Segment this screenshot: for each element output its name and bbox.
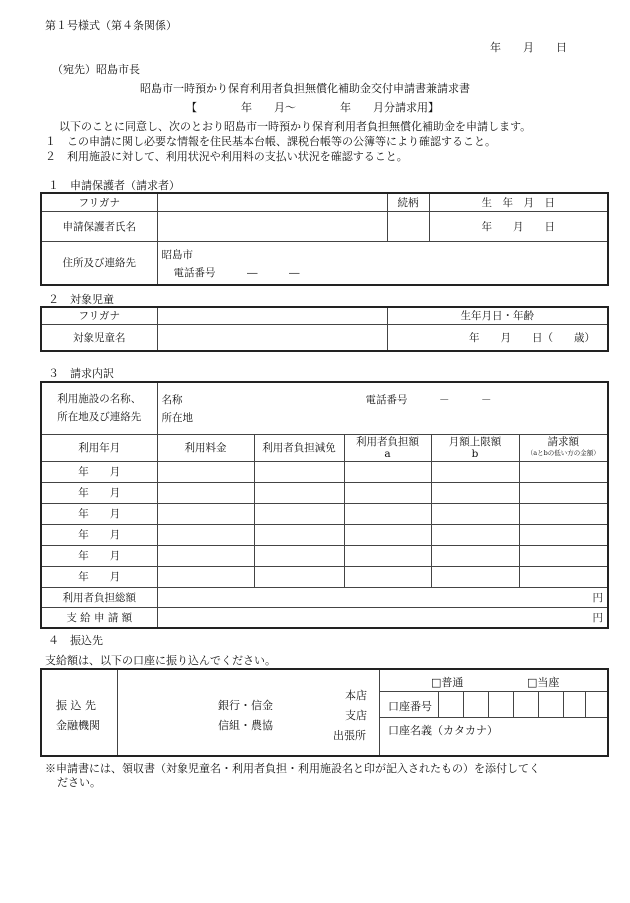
intro-text: 以下のことに同意し、次のとおり昭島市一時預かり保育利用者負担無償化補助金を申請します。	[59, 120, 532, 133]
furigana-label: フリガナ	[41, 193, 157, 211]
col-claim-note: （aとbの低い方の金額）	[526, 448, 600, 457]
col-claim-label: 請求額	[547, 435, 579, 448]
facility-location-label: 所在地	[161, 412, 193, 424]
branch-office[interactable]: 出張所	[333, 729, 366, 742]
digit-divider	[563, 691, 564, 718]
reduction-cell[interactable]	[254, 524, 344, 545]
claim-cell[interactable]	[519, 524, 608, 545]
burden-cell[interactable]	[344, 503, 431, 524]
branch-sub[interactable]: 支店	[345, 709, 367, 722]
consent-item-1: １ この申請に関し必要な情報を住民基本台帳、課税台帳等の公簿等により確認すること。	[45, 135, 496, 148]
facility-name-label: 名称	[161, 394, 183, 406]
col-limit	[431, 434, 519, 461]
bank-type-2[interactable]: 信組・農協	[218, 719, 273, 732]
city-text: 昭島市	[161, 248, 193, 261]
futsu-checkbox[interactable]: □普通	[431, 676, 464, 689]
bank-box	[40, 668, 609, 757]
limit-cell[interactable]	[431, 482, 519, 503]
bank-divider-1	[117, 670, 118, 755]
relation-label: 続柄	[387, 193, 429, 211]
birth-age-field[interactable]: 年 月 日（ 歳）	[387, 324, 608, 351]
account-line-2	[380, 717, 607, 718]
child-table	[40, 306, 609, 352]
total-field[interactable]: 円	[157, 587, 608, 607]
facility-label-line-2: 所在地及び連絡先	[57, 411, 142, 424]
month-cell[interactable]: 年 月	[41, 461, 157, 482]
reduction-cell[interactable]	[254, 461, 344, 482]
bank-divider-2	[379, 670, 380, 755]
footnote-line-1: ※申請書には、領収書（対象児童名・利用者負担・利用施設名と印が記入されたもの）を添付してく	[45, 762, 540, 775]
col-burden-label: 利用者負担額	[356, 435, 419, 448]
facility-phone: 電話番号 － －	[365, 394, 492, 406]
claim-cell[interactable]	[519, 461, 608, 482]
digit-divider	[585, 691, 586, 718]
month-cell[interactable]: 年 月	[41, 545, 157, 566]
child-name-field[interactable]	[157, 324, 387, 351]
applicant-table	[40, 192, 609, 286]
reduction-cell[interactable]	[254, 545, 344, 566]
applicant-birth-field[interactable]: 年 月 日	[429, 211, 608, 241]
claim-cell[interactable]	[519, 482, 608, 503]
period-line: 【 年 月〜 年 月分請求用】	[186, 101, 439, 114]
limit-cell[interactable]	[431, 524, 519, 545]
fee-cell[interactable]	[157, 524, 254, 545]
claim-cell[interactable]	[519, 545, 608, 566]
facility-label	[41, 382, 157, 434]
fee-cell[interactable]	[157, 461, 254, 482]
fee-cell[interactable]	[157, 566, 254, 587]
digit-divider	[488, 691, 489, 718]
addressee: （宛先）昭島市長	[52, 63, 140, 76]
month-cell[interactable]: 年 月	[41, 482, 157, 503]
toza-checkbox[interactable]: □当座	[527, 676, 560, 689]
address-label: 住所及び連絡先	[41, 241, 157, 285]
applicant-name-label: 申請保護者氏名	[41, 211, 157, 241]
facility-field[interactable]	[157, 382, 608, 434]
limit-cell[interactable]	[431, 503, 519, 524]
month-cell[interactable]: 年 月	[41, 503, 157, 524]
birth-header: 生 年 月 日	[429, 193, 608, 211]
digit-divider	[513, 691, 514, 718]
burden-cell[interactable]	[344, 566, 431, 587]
burden-cell[interactable]	[344, 545, 431, 566]
section-heading-applicant: １ 申請保護者（請求者）	[48, 179, 180, 192]
account-number-label: 口座番号	[388, 700, 432, 713]
fee-cell[interactable]	[157, 482, 254, 503]
branch-main[interactable]: 本店	[345, 689, 367, 702]
claim-amount-field[interactable]: 円	[157, 607, 608, 628]
col-reduction: 利用者負担減免	[254, 434, 344, 461]
col-limit-sub: b	[471, 447, 479, 460]
limit-cell[interactable]	[431, 461, 519, 482]
account-line-1	[380, 691, 607, 692]
doc-title: 昭島市一時預かり保育利用者負担無償化補助金交付申請書兼請求書	[140, 82, 470, 95]
col-claim	[519, 434, 608, 461]
claim-amount-label: 支 給 申 請 額	[41, 607, 157, 628]
fee-cell[interactable]	[157, 503, 254, 524]
address-field[interactable]	[157, 241, 608, 285]
reduction-cell[interactable]	[254, 566, 344, 587]
child-name-label: 対象児童名	[41, 324, 157, 351]
birth-age-header: 生年月日・年齢	[387, 307, 608, 324]
account-name-label: 口座名義（カタカナ）	[388, 724, 498, 737]
col-burden	[344, 434, 431, 461]
child-furigana-field[interactable]	[157, 307, 387, 324]
col-burden-sub: a	[384, 447, 391, 460]
section-heading-claim: ３ 請求内訳	[48, 367, 114, 380]
section-heading-transfer: ４ 振込先	[48, 634, 103, 647]
month-cell[interactable]: 年 月	[41, 566, 157, 587]
bank-label-2: 金融機関	[56, 719, 100, 732]
col-month: 利用年月	[41, 434, 157, 461]
digit-divider	[438, 691, 439, 718]
furigana-field[interactable]	[157, 193, 387, 211]
bank-type-1[interactable]: 銀行・信金	[218, 699, 273, 712]
month-cell[interactable]: 年 月	[41, 524, 157, 545]
limit-cell[interactable]	[431, 566, 519, 587]
applicant-name-field[interactable]	[157, 211, 387, 241]
date-line: 年 月 日	[490, 41, 567, 54]
child-furigana-label: フリガナ	[41, 307, 157, 324]
claim-cell[interactable]	[519, 503, 608, 524]
reduction-cell[interactable]	[254, 482, 344, 503]
transfer-note: 支給額は、以下の口座に振り込んでください。	[45, 654, 276, 667]
col-fee: 利用料金	[157, 434, 254, 461]
limit-cell[interactable]	[431, 545, 519, 566]
reduction-cell[interactable]	[254, 503, 344, 524]
form-number: 第１号様式（第４条関係）	[45, 19, 177, 32]
digit-divider	[538, 691, 539, 718]
col-limit-label: 月額上限額	[448, 435, 502, 448]
claim-cell[interactable]	[519, 566, 608, 587]
relation-field[interactable]	[387, 211, 429, 241]
total-label: 利用者負担総額	[41, 587, 157, 607]
applicant-phone: 電話番号 ― ―	[173, 266, 300, 279]
burden-cell[interactable]	[344, 461, 431, 482]
consent-item-2: ２ 利用施設に対して、利用状況や利用料の支払い状況を確認すること。	[45, 150, 408, 163]
fee-cell[interactable]	[157, 545, 254, 566]
facility-label-line-1: 利用施設の名称、	[57, 393, 142, 406]
footnote-line-2: ださい。	[57, 776, 101, 789]
bank-label-1: 振 込 先	[56, 699, 96, 712]
burden-cell[interactable]	[344, 524, 431, 545]
burden-cell[interactable]	[344, 482, 431, 503]
digit-divider	[463, 691, 464, 718]
claim-table	[40, 381, 609, 629]
section-heading-child: ２ 対象児童	[48, 293, 114, 306]
